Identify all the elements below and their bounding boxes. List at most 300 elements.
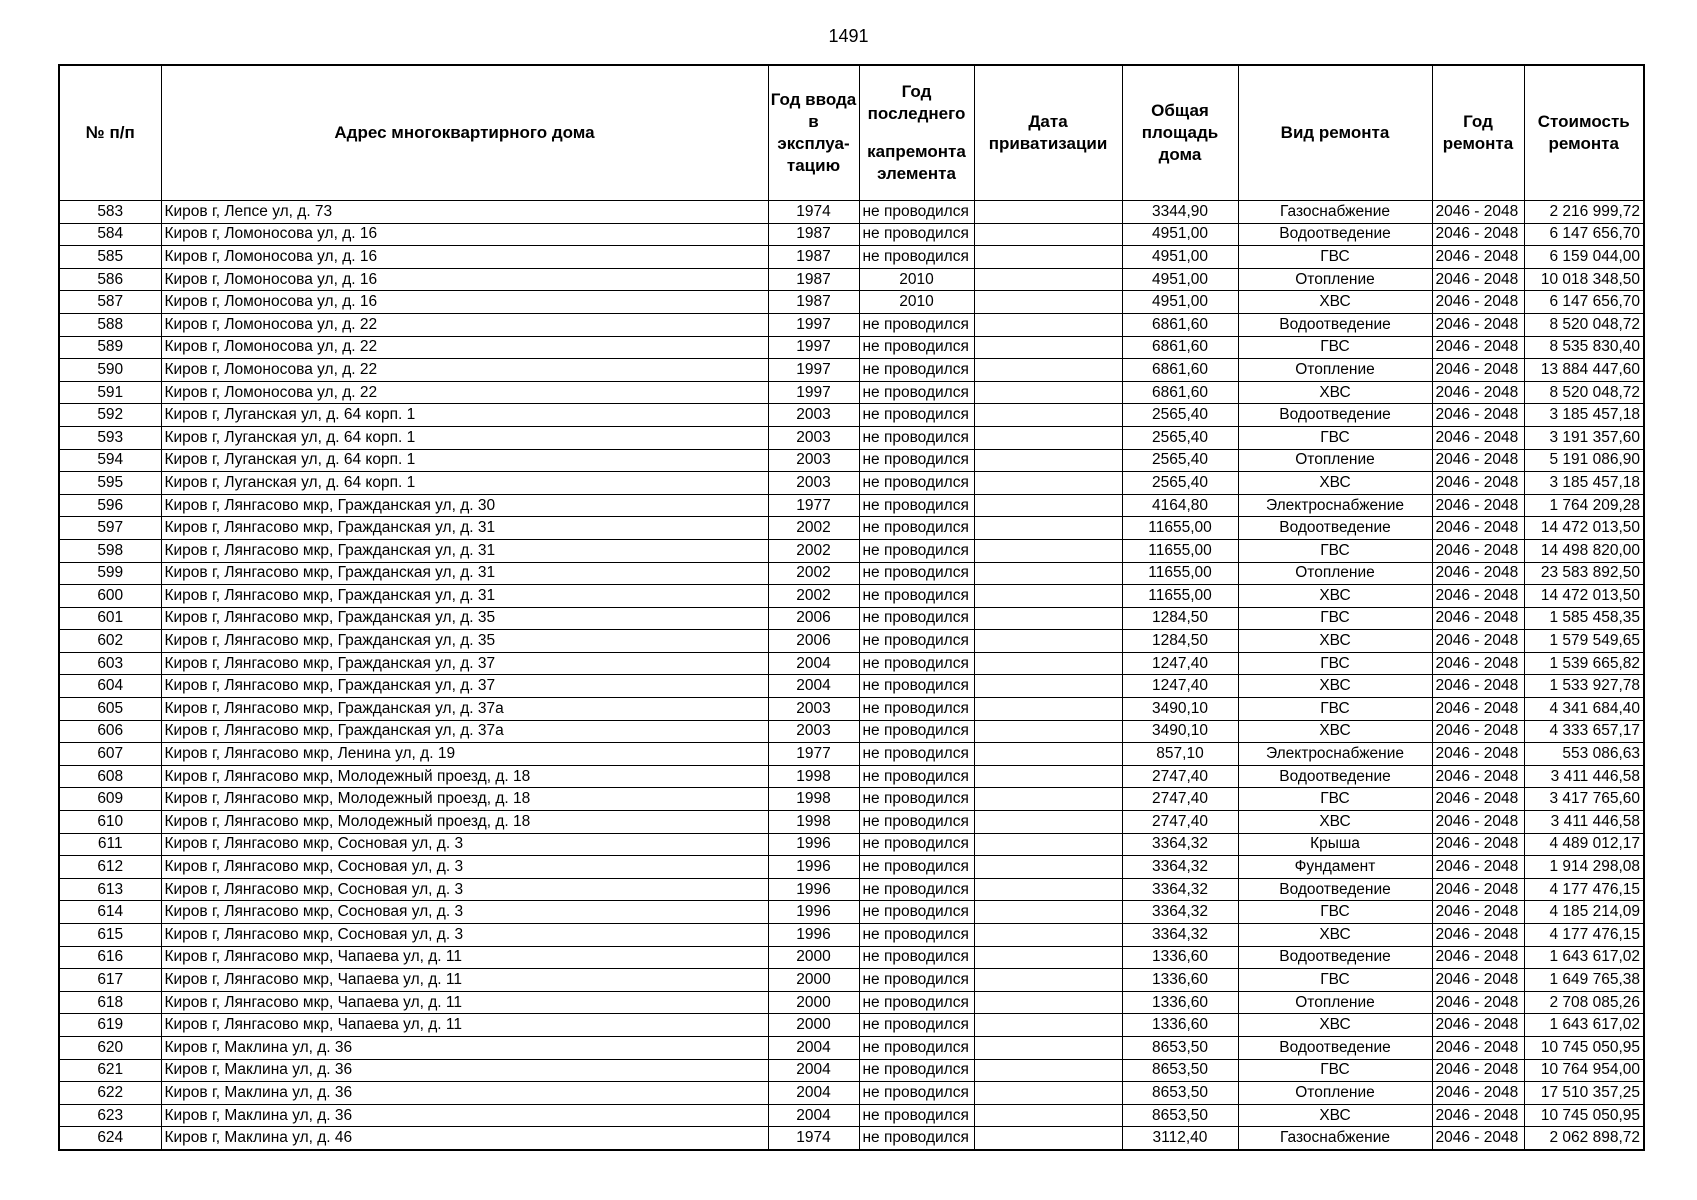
cell-address: Киров г, Лянгасово мкр, Молодежный проезд, д. 18 [161,811,768,834]
cell-area: 2565,40 [1122,404,1238,427]
cell-privatization [974,607,1122,630]
header-repair-period: Год ремонта [1432,65,1524,201]
cell-address: Киров г, Луганская ул, д. 64 корп. 1 [161,472,768,495]
table-row [59,924,1644,947]
cell-num: 613 [59,878,161,901]
cell-repair-period: 2046 - 2048 [1432,517,1524,540]
cell-repair-type: ХВС [1238,924,1432,947]
cell-last-repair: не проводился [859,991,974,1014]
cell-last-repair: не проводился [859,675,974,698]
cell-repair-period: 2046 - 2048 [1432,381,1524,404]
cell-address: Киров г, Лянгасово мкр, Сосновая ул, д. 3 [161,924,768,947]
cell-cost: 553 086,63 [1524,743,1644,766]
cell-area: 11655,00 [1122,562,1238,585]
cell-cost: 4 333 657,17 [1524,720,1644,743]
table-row [59,1082,1644,1105]
cell-repair-period: 2046 - 2048 [1432,856,1524,879]
cell-area: 1336,60 [1122,1014,1238,1037]
cell-num: 606 [59,720,161,743]
cell-num: 596 [59,494,161,517]
cell-repair-period: 2046 - 2048 [1432,246,1524,269]
table-row [59,336,1644,359]
cell-last-repair: не проводился [859,449,974,472]
cell-last-repair: не проводился [859,833,974,856]
cell-year-built: 1996 [768,878,859,901]
table-row [59,359,1644,382]
cell-num: 593 [59,426,161,449]
cell-area: 3490,10 [1122,720,1238,743]
cell-num: 619 [59,1014,161,1037]
cell-repair-type: Отопление [1238,449,1432,472]
cell-repair-period: 2046 - 2048 [1432,313,1524,336]
cell-privatization [974,1082,1122,1105]
cell-privatization [974,359,1122,382]
cell-area: 4951,00 [1122,291,1238,314]
cell-num: 597 [59,517,161,540]
cell-privatization [974,833,1122,856]
table-header-row [59,65,1644,201]
cell-year-built: 2003 [768,720,859,743]
cell-privatization [974,901,1122,924]
cell-area: 1336,60 [1122,991,1238,1014]
header-last-repair [859,65,974,201]
cell-address: Киров г, Лянгасово мкр, Гражданская ул, д. 37 [161,652,768,675]
table-row [59,1127,1644,1150]
cell-cost: 17 510 357,25 [1524,1082,1644,1105]
cell-year-built: 2000 [768,991,859,1014]
cell-privatization [974,788,1122,811]
cell-repair-period: 2046 - 2048 [1432,494,1524,517]
cell-cost: 1 539 665,82 [1524,652,1644,675]
cell-year-built: 2003 [768,698,859,721]
cell-area: 11655,00 [1122,517,1238,540]
cell-address: Киров г, Лепсе ул, д. 73 [161,201,768,224]
cell-last-repair: не проводился [859,969,974,992]
cell-cost: 14 472 013,50 [1524,585,1644,608]
cell-year-built: 2003 [768,472,859,495]
cell-cost: 5 191 086,90 [1524,449,1644,472]
cell-repair-type: Фундамент [1238,856,1432,879]
cell-year-built: 1987 [768,268,859,291]
cell-area: 1247,40 [1122,652,1238,675]
cell-area: 3344,90 [1122,201,1238,224]
cell-year-built: 2004 [768,1104,859,1127]
cell-num: 585 [59,246,161,269]
cell-area: 6861,60 [1122,336,1238,359]
cell-address: Киров г, Ломоносова ул, д. 16 [161,268,768,291]
cell-year-built: 1996 [768,833,859,856]
cell-last-repair: не проводился [859,878,974,901]
cell-area: 1336,60 [1122,946,1238,969]
cell-area: 11655,00 [1122,539,1238,562]
cell-repair-period: 2046 - 2048 [1432,449,1524,472]
table-body [59,201,1644,1150]
cell-year-built: 1987 [768,246,859,269]
cell-area: 1336,60 [1122,969,1238,992]
header-last-repair-line1: Год последнего [867,82,966,123]
cell-privatization [974,1014,1122,1037]
cell-privatization [974,743,1122,766]
cell-num: 605 [59,698,161,721]
cell-repair-type: ГВС [1238,788,1432,811]
cell-repair-type: Газоснабжение [1238,201,1432,224]
cell-area: 11655,00 [1122,585,1238,608]
cell-address: Киров г, Лянгасово мкр, Гражданская ул, д. 31 [161,539,768,562]
cell-repair-type: Отопление [1238,1082,1432,1105]
cell-privatization [974,494,1122,517]
table-row [59,788,1644,811]
table-row [59,246,1644,269]
cell-repair-period: 2046 - 2048 [1432,1082,1524,1105]
cell-cost: 1 914 298,08 [1524,856,1644,879]
cell-year-built: 1996 [768,924,859,947]
cell-year-built: 1996 [768,856,859,879]
cell-last-repair: не проводился [859,765,974,788]
cell-num: 624 [59,1127,161,1150]
cell-year-built: 2002 [768,517,859,540]
repair-registry-table [58,64,1645,1151]
cell-area: 2747,40 [1122,811,1238,834]
cell-privatization [974,698,1122,721]
cell-repair-type: Водоотведение [1238,517,1432,540]
cell-repair-type: ХВС [1238,381,1432,404]
table-row [59,811,1644,834]
cell-last-repair: не проводился [859,246,974,269]
cell-area: 8653,50 [1122,1036,1238,1059]
cell-last-repair: не проводился [859,1059,974,1082]
cell-cost: 1 643 617,02 [1524,946,1644,969]
cell-privatization [974,223,1122,246]
cell-cost: 3 417 765,60 [1524,788,1644,811]
cell-last-repair: не проводился [859,630,974,653]
cell-privatization [974,313,1122,336]
cell-repair-type: Отопление [1238,268,1432,291]
cell-repair-type: Водоотведение [1238,404,1432,427]
cell-area: 4164,80 [1122,494,1238,517]
cell-cost: 3 191 357,60 [1524,426,1644,449]
cell-privatization [974,246,1122,269]
cell-repair-type: Водоотведение [1238,1036,1432,1059]
cell-area: 8653,50 [1122,1104,1238,1127]
cell-privatization [974,268,1122,291]
cell-address: Киров г, Ломоносова ул, д. 16 [161,291,768,314]
cell-repair-type: ХВС [1238,811,1432,834]
cell-repair-period: 2046 - 2048 [1432,291,1524,314]
cell-last-repair: не проводился [859,494,974,517]
cell-last-repair: не проводился [859,336,974,359]
cell-cost: 6 159 044,00 [1524,246,1644,269]
cell-cost: 1 764 209,28 [1524,494,1644,517]
cell-address: Киров г, Лянгасово мкр, Молодежный проезд, д. 18 [161,765,768,788]
cell-year-built: 2000 [768,969,859,992]
cell-last-repair: не проводился [859,585,974,608]
cell-repair-type: Отопление [1238,359,1432,382]
cell-repair-type: Крыша [1238,833,1432,856]
cell-last-repair: не проводился [859,901,974,924]
cell-last-repair: не проводился [859,946,974,969]
cell-num: 617 [59,969,161,992]
cell-year-built: 2002 [768,585,859,608]
header-area: Общая площадь дома [1122,65,1238,201]
cell-privatization [974,675,1122,698]
cell-repair-period: 2046 - 2048 [1432,426,1524,449]
cell-cost: 6 147 656,70 [1524,223,1644,246]
cell-cost: 13 884 447,60 [1524,359,1644,382]
cell-address: Киров г, Лянгасово мкр, Сосновая ул, д. 3 [161,878,768,901]
cell-repair-period: 2046 - 2048 [1432,878,1524,901]
cell-address: Киров г, Маклина ул, д. 36 [161,1082,768,1105]
cell-repair-type: Водоотведение [1238,946,1432,969]
cell-cost: 1 579 549,65 [1524,630,1644,653]
cell-address: Киров г, Луганская ул, д. 64 корп. 1 [161,449,768,472]
table-row [59,856,1644,879]
table-row [59,720,1644,743]
cell-repair-type: ГВС [1238,969,1432,992]
cell-area: 2565,40 [1122,426,1238,449]
cell-num: 589 [59,336,161,359]
cell-address: Киров г, Лянгасово мкр, Гражданская ул, д. 30 [161,494,768,517]
cell-repair-period: 2046 - 2048 [1432,946,1524,969]
cell-address: Киров г, Маклина ул, д. 36 [161,1036,768,1059]
cell-last-repair: не проводился [859,223,974,246]
cell-num: 607 [59,743,161,766]
cell-year-built: 1998 [768,811,859,834]
cell-num: 587 [59,291,161,314]
table-row [59,901,1644,924]
cell-repair-period: 2046 - 2048 [1432,788,1524,811]
cell-num: 599 [59,562,161,585]
cell-num: 623 [59,1104,161,1127]
cell-last-repair: не проводился [859,1036,974,1059]
cell-year-built: 2004 [768,675,859,698]
table-row [59,1014,1644,1037]
cell-repair-type: Отопление [1238,991,1432,1014]
cell-num: 616 [59,946,161,969]
cell-year-built: 1997 [768,336,859,359]
cell-cost: 14 498 820,00 [1524,539,1644,562]
cell-area: 3490,10 [1122,698,1238,721]
cell-area: 3364,32 [1122,924,1238,947]
cell-repair-type: ГВС [1238,336,1432,359]
cell-repair-type: Водоотведение [1238,765,1432,788]
cell-cost: 3 185 457,18 [1524,472,1644,495]
cell-area: 4951,00 [1122,268,1238,291]
cell-num: 603 [59,652,161,675]
cell-repair-period: 2046 - 2048 [1432,562,1524,585]
cell-year-built: 1996 [768,901,859,924]
table-row [59,472,1644,495]
cell-privatization [974,811,1122,834]
table-row [59,675,1644,698]
cell-year-built: 2003 [768,404,859,427]
cell-address: Киров г, Ломоносова ул, д. 16 [161,223,768,246]
cell-repair-type: ГВС [1238,652,1432,675]
cell-address: Киров г, Лянгасово мкр, Ленина ул, д. 19 [161,743,768,766]
cell-cost: 2 062 898,72 [1524,1127,1644,1150]
cell-address: Киров г, Лянгасово мкр, Чапаева ул, д. 11 [161,969,768,992]
cell-area: 1284,50 [1122,630,1238,653]
cell-last-repair: не проводился [859,359,974,382]
cell-cost: 3 411 446,58 [1524,811,1644,834]
cell-repair-period: 2046 - 2048 [1432,833,1524,856]
cell-repair-period: 2046 - 2048 [1432,652,1524,675]
cell-num: 618 [59,991,161,1014]
cell-address: Киров г, Ломоносова ул, д. 22 [161,359,768,382]
cell-repair-period: 2046 - 2048 [1432,336,1524,359]
cell-repair-period: 2046 - 2048 [1432,201,1524,224]
cell-year-built: 2003 [768,449,859,472]
cell-last-repair: 2010 [859,291,974,314]
cell-year-built: 1977 [768,743,859,766]
cell-cost: 2 216 999,72 [1524,201,1644,224]
cell-year-built: 1997 [768,313,859,336]
cell-year-built: 1974 [768,1127,859,1150]
cell-area: 2565,40 [1122,449,1238,472]
cell-repair-type: ХВС [1238,1014,1432,1037]
cell-area: 4951,00 [1122,223,1238,246]
cell-privatization [974,539,1122,562]
cell-privatization [974,991,1122,1014]
cell-year-built: 1997 [768,381,859,404]
cell-area: 3364,32 [1122,856,1238,879]
cell-address: Киров г, Ломоносова ул, д. 16 [161,246,768,269]
cell-year-built: 1987 [768,291,859,314]
cell-area: 2747,40 [1122,788,1238,811]
cell-area: 1247,40 [1122,675,1238,698]
cell-repair-type: ХВС [1238,291,1432,314]
cell-privatization [974,1059,1122,1082]
cell-repair-period: 2046 - 2048 [1432,630,1524,653]
table-row [59,494,1644,517]
cell-address: Киров г, Лянгасово мкр, Гражданская ул, д. 31 [161,562,768,585]
table-row [59,585,1644,608]
cell-num: 590 [59,359,161,382]
cell-repair-type: ХВС [1238,585,1432,608]
cell-repair-period: 2046 - 2048 [1432,585,1524,608]
cell-privatization [974,856,1122,879]
cell-repair-type: ГВС [1238,539,1432,562]
table-row [59,313,1644,336]
table-row [59,268,1644,291]
cell-repair-type: ГВС [1238,246,1432,269]
table-row [59,991,1644,1014]
cell-repair-period: 2046 - 2048 [1432,607,1524,630]
cell-year-built: 2004 [768,1082,859,1105]
cell-address: Киров г, Лянгасово мкр, Молодежный проезд, д. 18 [161,788,768,811]
cell-year-built: 2004 [768,652,859,675]
cell-num: 600 [59,585,161,608]
cell-cost: 14 472 013,50 [1524,517,1644,540]
cell-privatization [974,585,1122,608]
cell-privatization [974,630,1122,653]
cell-area: 3364,32 [1122,901,1238,924]
cell-last-repair: не проводился [859,517,974,540]
cell-address: Киров г, Луганская ул, д. 64 корп. 1 [161,404,768,427]
cell-num: 614 [59,901,161,924]
cell-repair-period: 2046 - 2048 [1432,1014,1524,1037]
cell-area: 8653,50 [1122,1082,1238,1105]
cell-num: 594 [59,449,161,472]
page-number: 1491 [828,26,869,46]
cell-privatization [974,562,1122,585]
cell-address: Киров г, Луганская ул, д. 64 корп. 1 [161,426,768,449]
cell-last-repair: не проводился [859,1014,974,1037]
header-repair-type: Вид ремонта [1238,65,1432,201]
cell-repair-period: 2046 - 2048 [1432,765,1524,788]
cell-last-repair: не проводился [859,607,974,630]
cell-address: Киров г, Лянгасово мкр, Гражданская ул, д. 35 [161,607,768,630]
cell-year-built: 2006 [768,630,859,653]
cell-area: 6861,60 [1122,359,1238,382]
header-last-repair-line2: капремонта элемента [867,142,966,183]
cell-privatization [974,924,1122,947]
cell-address: Киров г, Лянгасово мкр, Чапаева ул, д. 11 [161,991,768,1014]
cell-repair-period: 2046 - 2048 [1432,698,1524,721]
cell-cost: 3 411 446,58 [1524,765,1644,788]
cell-repair-type: ХВС [1238,472,1432,495]
table-row [59,607,1644,630]
table-row [59,404,1644,427]
cell-repair-type: Водоотведение [1238,223,1432,246]
cell-cost: 2 708 085,26 [1524,991,1644,1014]
table-row [59,878,1644,901]
cell-num: 584 [59,223,161,246]
cell-last-repair: не проводился [859,811,974,834]
cell-num: 604 [59,675,161,698]
cell-address: Киров г, Лянгасово мкр, Гражданская ул, д. 31 [161,585,768,608]
table-row [59,765,1644,788]
cell-year-built: 2004 [768,1059,859,1082]
cell-last-repair: не проводился [859,1127,974,1150]
cell-repair-type: ГВС [1238,698,1432,721]
cell-address: Киров г, Ломоносова ул, д. 22 [161,381,768,404]
cell-repair-type: Водоотведение [1238,313,1432,336]
table-row [59,449,1644,472]
header-cost: Стоимость ремонта [1524,65,1644,201]
cell-num: 621 [59,1059,161,1082]
table-row [59,698,1644,721]
cell-privatization [974,426,1122,449]
cell-num: 612 [59,856,161,879]
cell-last-repair: не проводился [859,788,974,811]
cell-last-repair: не проводился [859,652,974,675]
cell-privatization [974,969,1122,992]
cell-area: 1284,50 [1122,607,1238,630]
cell-year-built: 1974 [768,201,859,224]
cell-repair-period: 2046 - 2048 [1432,743,1524,766]
cell-num: 620 [59,1036,161,1059]
cell-cost: 4 177 476,15 [1524,878,1644,901]
table-row [59,652,1644,675]
cell-last-repair: не проводился [859,472,974,495]
cell-year-built: 1977 [768,494,859,517]
cell-last-repair: не проводился [859,562,974,585]
cell-num: 595 [59,472,161,495]
cell-address: Киров г, Лянгасово мкр, Сосновая ул, д. 3 [161,856,768,879]
cell-privatization [974,1127,1122,1150]
cell-repair-period: 2046 - 2048 [1432,539,1524,562]
cell-repair-type: ХВС [1238,630,1432,653]
cell-area: 6861,60 [1122,313,1238,336]
cell-address: Киров г, Лянгасово мкр, Гражданская ул, д. 31 [161,517,768,540]
cell-year-built: 1998 [768,788,859,811]
cell-repair-period: 2046 - 2048 [1432,223,1524,246]
table-row [59,946,1644,969]
cell-privatization [974,336,1122,359]
header-num: № п/п [59,65,161,201]
cell-repair-type: Электроснабжение [1238,743,1432,766]
cell-repair-period: 2046 - 2048 [1432,359,1524,382]
